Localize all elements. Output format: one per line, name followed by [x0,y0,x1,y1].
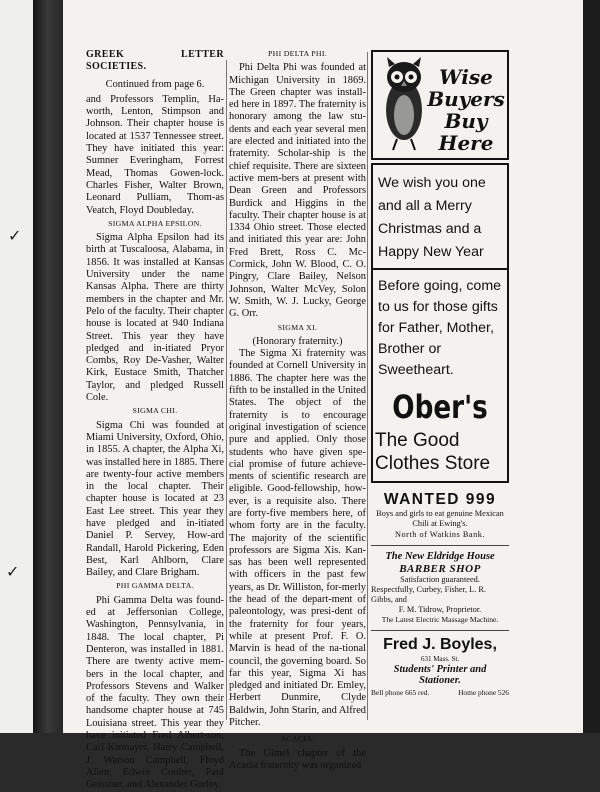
sigma-chi-header: SIGMA CHI. [132,406,178,416]
article-text: Phi Gamma Delta was found-ed at Jeffersonian College, Washington, Pennsylvania, in 1848. The local chapter, Pi Denteron, was installed in 1881. There are twenty active mem-bers in the local chapter, and Professors Stevens and Walker of the faculty. They own their handsome chapter house at 745 Louisiana street. This year they have initiated Fred Albert-son, Carl Kirmayer, Harry Campbell, J. Watson Campbell, Floyd Allen, Edwin Coulter, Paul Geissner, and Alexander Gurley. [86,594,224,791]
wanted-location: North of Watkins Bank. [395,530,485,539]
column-rule [367,52,368,720]
barber-names: Respectfully, Curbey, Fisher, L. R. Gibbs, and [371,585,486,604]
good-clothes-line1: The Good [375,430,460,451]
section-title: GREEK LETTER SOCIETIES. [86,49,224,73]
right-page-edge [583,0,600,733]
acacia-header: ACACIA. [280,734,315,744]
home-phone: Home phone 526 [458,688,509,697]
sigma-xi-subtitle: (Honorary fraternity.) [252,335,343,347]
boyles-address: 631 Mass. St. [420,655,460,663]
margin-mark: ✓ [8,228,22,245]
barber-satisfaction: Satisfaction guaranteed. [400,575,480,584]
phi-gamma-delta-header: PHI GAMMA DELTA. [116,581,194,591]
sigma-xi-header: SIGMA XI. [277,322,318,332]
column-greek-societies [86,49,224,792]
barber-title: The New Eldridge House [385,551,495,562]
wanted-headline: WANTED 999 [383,491,497,508]
phi-delta-phi-header: PHI DELTA PHI. [268,49,327,58]
article-text: Phi Delta Phi was founded at Michigan University in 1869. The Green chapter was install-ed here in 1897. The fraternity is honorary among the law stu-dents and each year several men are elected and initiated into the fraternity. Scholar-ship is the chief requisite. There are sixteen active mem-bers at present with Dean Green and Professors Burdick and Higgins in the faculty. Their chapter house is at 1334 Ohio street. Those elected and initiated this year are: John Fred Brett, Ross C. Mc-Cormick, John W. Blood, C. O. Pingry, Clare Bailey, Nelson Johnson, Walter McVey, Solon W. Smith, W. J. Lucky, George G. Orr. [229,62,366,320]
bell-phone: Bell phone 665 red. [371,688,430,697]
wise-buyers-slogan: Wise Buyers Buy Here [427,65,505,155]
margin-mark: ✓ [6,564,20,581]
sae-header: SIGMA ALPHA EPSILON. [108,218,202,228]
article-text: The Sigma Xi fraternity was founded at Cornell University in 1886. The chapter here was the fifth to be installed in the United States. The object of the fraternity is to encourage original investigation of science pure and applied. Only those students who have given spe-cial promise of future achieve-ments of scientific research are eligible. Good-fellowship, how-ever, is a requisite also. There are forty-five members here, of whom forty are in the faculty. The majority of the scientific professors are Sigma Xis. Kan-sas has been well represented with officers in the past few years, as Dr. Williston, for-merly the head of the depart-ment of paleontology, was presi-dent of the fraternity for four years, while at present Prof. F. O. Marvin is head of the na-tional council, the governing board. So far this year, Sigma Xi has pledged and initiated Dr. Emley, Herbert Dunmire, Clyde Baldwin, John Starin, and Alfred Pitcher. [229,348,366,729]
wise-buyers-ad [371,50,509,160]
continued-note: Continued from page 6. [105,78,205,90]
boyles-subtitle1: Students' Printer and [393,664,487,675]
phone-line [371,688,509,697]
article-text: Sigma Chi was founded at Miami University, Oxford, Ohio, in 1855. A chapter, the Alpha Xi, was installed here in 1885. There are twenty-four active members in the local chapter. Their chapter house is located at 23 East Lee street. This year they have pledged and in-itiated Daniel P. Servey, How-ard Randall, Harold Pickering, Eden Best, Karl Ahlborn, Clare Bailey, and Clare Brigham. [86,419,224,579]
article-text: Sigma Alpha Epsilon had its birth at Tuscaloosa, Alabama, in 1856. It was installed at Kansas University under the name Kansas Alpha. There are thirty members in the chapter and Mr. Pelo of the faculty. Their chapter house is located at 940 Indiana Street. This year they have pledged and in-itiated Pryor Combs, Roy De-Vasher, Walter Kirk, Eustace Smith, Thatcher Taylor, and pledged Russell Cole. [86,232,224,404]
christmas-greeting: We wish you one and all a Merry Christmas and a Happy New Year [378,175,486,260]
left-page-edge [0,0,33,733]
good-clothes-line2: Clothes Store [375,453,491,474]
barber-massage: The Latest Electric Massage Machine. [381,615,499,624]
wanted-text: Boys and girls to eat genuine Mexican Chili at Ewing's. [376,509,504,528]
divider [371,545,509,546]
gifts-text: Before going, come to us for those gifts for Father, Mother, Brother or Sweetheart. [373,268,507,381]
ober-logo: Ober's [392,388,488,426]
boyles-name: Fred J. Boyles, [383,636,497,653]
barber-shop: BARBER SHOP [399,563,481,575]
advertisements-column [371,50,509,697]
ober-ad [371,163,509,483]
article-text: The Gimel chapter of the Acacia fraternity was organized [229,747,366,771]
boyles-subtitle2: Stationer. [419,675,461,686]
owl-illustration [379,55,429,155]
divider [371,630,509,631]
column-fraternities [229,49,366,772]
column-rule [226,60,227,720]
barber-proprietor: F. M. Tidrow, Proprietor. [398,605,482,614]
article-text: and Professors Templin, Ha-worth, Lenton, Stimpson and Johnson. Their chapter house is located at 1537 Tennessee street. They have initiated this year: Sumner Everingham, Forrest Mead, Thomas Gowen-lock. Charles Fisher, Walter Brown, Leonard Pulliam, Thom-as Veatch, Floyd Doubleday. [86,93,224,216]
